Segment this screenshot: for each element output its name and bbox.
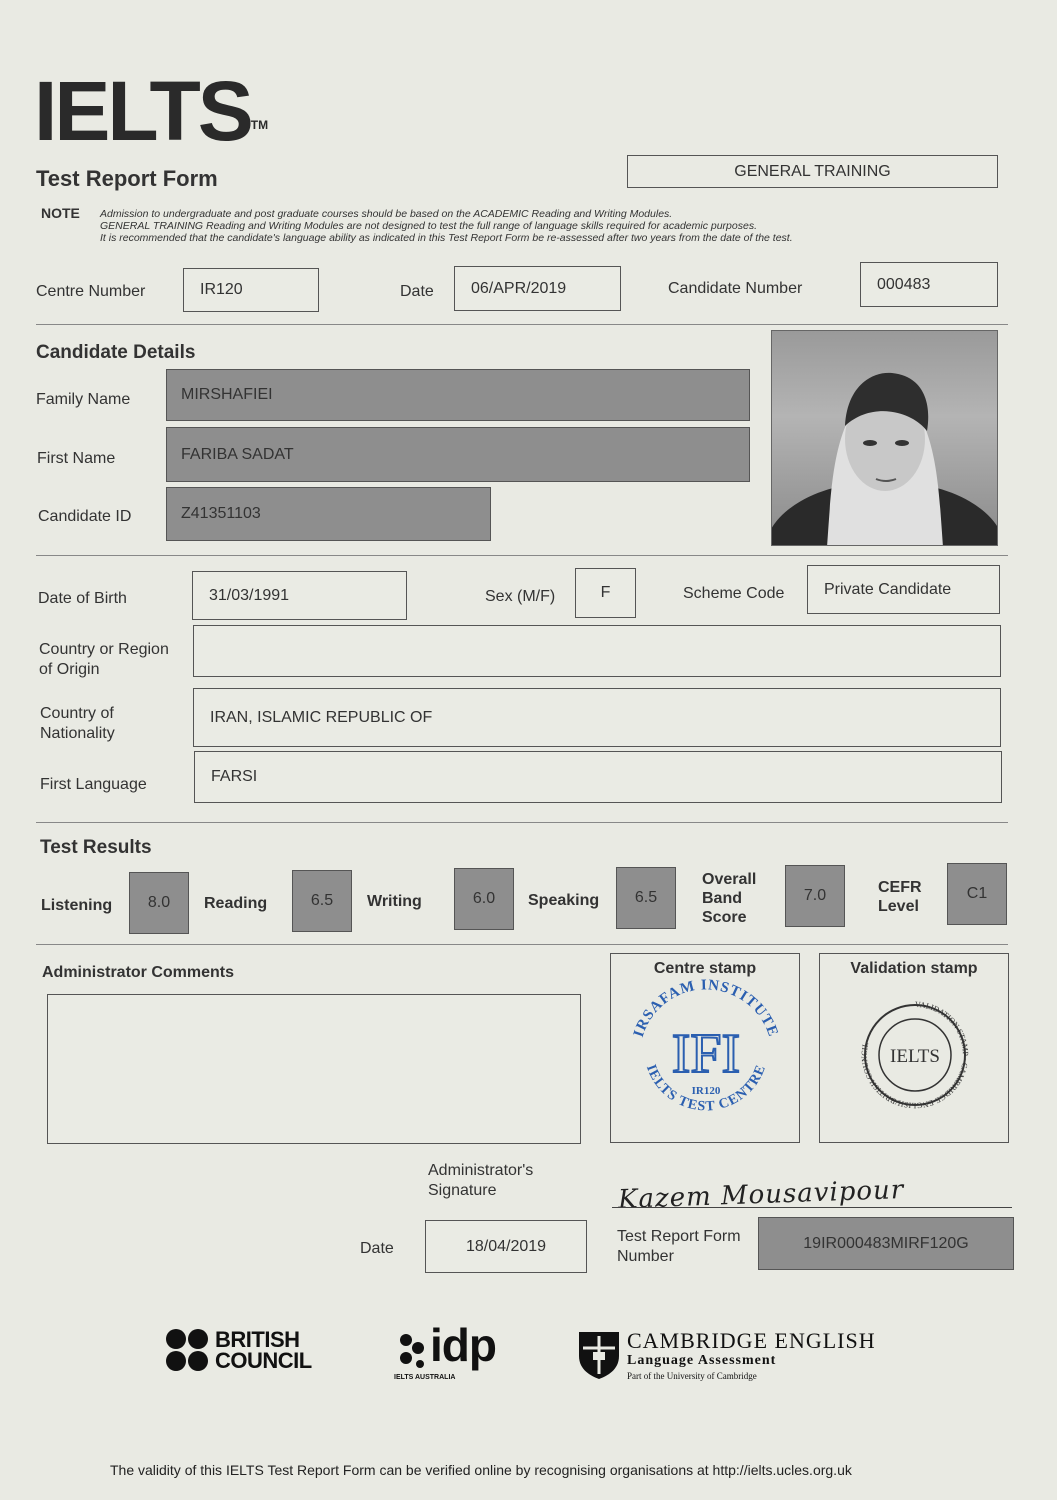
candidate-number-value: 000483 — [877, 275, 931, 293]
signature-label-line-2: Signature — [428, 1182, 497, 1199]
overall-label-line-3: Score — [702, 909, 747, 926]
speaking-value: 6.5 — [634, 889, 658, 906]
cambridge-line-2: Language Assessment — [627, 1353, 777, 1368]
family-name-label: Family Name — [36, 391, 131, 408]
module-value: GENERAL TRAINING — [734, 162, 891, 180]
origin-label — [39, 640, 169, 680]
origin-label-line-2: of Origin — [39, 661, 100, 678]
validation-stamp-ring-text: VALIDATION STAMP · CAMBRIDGE ENGLISH/BRITISH COUNCIL — [859, 999, 970, 1111]
cefr-score — [947, 863, 1007, 925]
first-language-value: FARSI — [211, 768, 258, 785]
cambridge-line-3: Part of the University of Cambridge — [627, 1371, 757, 1381]
idp-subtext: IELTS AUSTRALIA — [394, 1374, 456, 1381]
candidate-details-title: Candidate Details — [36, 342, 196, 363]
admin-comments-label: Administrator Comments — [42, 964, 235, 981]
ielts-logo — [34, 66, 268, 156]
cefr-label — [878, 878, 922, 916]
speaking-label: Speaking — [528, 892, 600, 909]
scheme-code-field — [807, 565, 1000, 614]
signature-label — [428, 1161, 533, 1201]
overall-band-score — [785, 865, 845, 927]
validation-stamp-mark: IELTS — [890, 1046, 940, 1067]
signature-label-line-1: Administrator's — [428, 1162, 534, 1179]
british-council-text — [215, 1329, 312, 1371]
divider-4 — [36, 944, 1008, 945]
cambridge-logo — [577, 1330, 876, 1382]
trf-number-value: 19IR000483MIRF120G — [803, 1234, 969, 1252]
photo-silhouette — [772, 331, 998, 546]
dob-field — [192, 571, 407, 620]
centre-stamp-mark: IFI — [671, 1023, 741, 1085]
validation-stamp-box — [819, 953, 1009, 1143]
trf-label-line-1: Test Report Form — [617, 1228, 741, 1245]
dob-label: Date of Birth — [38, 590, 127, 607]
cambridge-line-1: CAMBRIDGE ENGLISH — [627, 1328, 876, 1353]
centre-stamp-bottom-text: IELTS TEST CENTRE — [642, 1062, 770, 1115]
issue-date-label: Date — [360, 1240, 394, 1257]
candidate-id-label: Candidate ID — [38, 508, 132, 525]
sex-label: Sex (M/F) — [485, 588, 556, 605]
trf-number-field — [758, 1217, 1014, 1270]
idp-emblem-icon — [394, 1330, 430, 1370]
writing-label: Writing — [367, 893, 422, 910]
centre-stamp-top-text: IRSAFAM INSTITUTE — [630, 977, 782, 1040]
centre-number-label: Centre Number — [36, 283, 146, 300]
issue-date-value: 18/04/2019 — [465, 1237, 547, 1255]
overall-value: 7.0 — [803, 887, 827, 904]
candidate-number-label: Candidate Number — [668, 280, 803, 297]
overall-label-line-2: Band — [702, 890, 742, 907]
admin-comments-field — [47, 994, 581, 1144]
centre-number-value: IR120 — [200, 281, 243, 298]
test-date-field — [454, 266, 621, 311]
first-name-field — [166, 427, 750, 482]
validation-stamp-label: Validation stamp — [850, 960, 978, 977]
test-results-title: Test Results — [40, 837, 152, 858]
candidate-id-value: Z41351103 — [181, 505, 261, 522]
form-title: Test Report Form — [36, 166, 218, 191]
listening-value: 8.0 — [147, 894, 171, 911]
scheme-code-value: Private Candidate — [824, 580, 952, 598]
sex-field — [575, 568, 636, 618]
cambridge-shield-icon — [577, 1330, 621, 1380]
module-box — [627, 155, 998, 188]
divider-3 — [36, 822, 1008, 823]
note-line-2: GENERAL TRAINING Reading and Writing Modules are not designed to test the full range of language skills required for academic purposes. — [100, 220, 757, 232]
writing-score — [454, 868, 514, 930]
british-council-line-1: BRITISH — [215, 1327, 300, 1352]
validation-stamp — [820, 954, 1010, 1144]
scheme-code-label: Scheme Code — [683, 585, 785, 602]
origin-label-line-1: Country or Region — [39, 641, 169, 658]
cefr-value: C1 — [966, 885, 988, 902]
candidate-id-field — [166, 487, 491, 541]
admin-signature: Kazem Mousavipour — [617, 1175, 905, 1215]
origin-field — [193, 625, 1001, 677]
divider-2 — [36, 555, 1008, 556]
listening-score — [129, 872, 189, 934]
centre-stamp-code: IR120 — [691, 1085, 721, 1097]
note-line-3: It is recommended that the candidate's language ability as indicated in this Test Report Form be re-assessed after two years from the date of the test. — [100, 232, 793, 244]
centre-stamp-label: Centre stamp — [653, 960, 757, 977]
signature-line — [612, 1207, 1012, 1208]
sex-value: F — [600, 584, 611, 601]
trf-number-label — [617, 1227, 741, 1267]
candidate-photo — [771, 330, 998, 546]
cefr-label-line-1: CEFR — [878, 879, 922, 896]
nationality-field — [193, 688, 1001, 747]
british-council-line-2: COUNCIL — [215, 1348, 312, 1373]
first-language-field — [194, 751, 1002, 803]
british-council-logo — [165, 1328, 312, 1372]
reading-value: 6.5 — [310, 892, 334, 909]
nationality-label-line-1: Country of — [40, 705, 114, 722]
reading-score — [292, 870, 352, 932]
reading-label: Reading — [204, 895, 268, 912]
first-name-label: First Name — [37, 450, 116, 467]
trademark: TM — [250, 118, 269, 132]
listening-label: Listening — [41, 897, 113, 914]
first-name-value: FARIBA SADAT — [181, 445, 294, 463]
dob-value: 31/03/1991 — [209, 586, 290, 604]
validity-footer: The validity of this IELTS Test Report Form can be verified online by recognising organisations at http://ielts.ucles.org.uk — [110, 1462, 852, 1478]
overall-label-line-1: Overall — [702, 871, 757, 888]
trf-label-line-2: Number — [617, 1248, 674, 1265]
test-date-label: Date — [400, 283, 434, 300]
centre-stamp — [611, 954, 801, 1144]
british-council-dots-icon — [165, 1328, 209, 1372]
cambridge-text — [627, 1330, 876, 1382]
family-name-field — [166, 369, 750, 421]
first-language-label: First Language — [40, 776, 147, 793]
writing-value: 6.0 — [472, 890, 496, 907]
note-label: NOTE — [41, 205, 80, 221]
nationality-label — [40, 704, 115, 744]
test-date-value: 06/APR/2019 — [471, 279, 567, 297]
ielts-logo-text: IELTS — [34, 64, 251, 158]
nationality-value: IRAN, ISLAMIC REPUBLIC OF — [210, 708, 433, 726]
note-line-1: Admission to undergraduate and post graduate courses should be based on the ACADEMIC Reading and Writing Modules. — [100, 208, 673, 220]
nationality-label-line-2: Nationality — [40, 725, 115, 742]
centre-stamp-box — [610, 953, 800, 1143]
issue-date-field — [425, 1220, 587, 1273]
divider-1 — [36, 324, 1008, 325]
cefr-label-line-2: Level — [878, 898, 919, 915]
speaking-score — [616, 867, 676, 929]
overall-band-label — [702, 870, 756, 927]
family-name-value: MIRSHAFIEI — [181, 386, 273, 403]
centre-number-field — [183, 268, 319, 312]
idp-text: idp — [430, 1319, 496, 1371]
candidate-number-field — [860, 262, 998, 307]
